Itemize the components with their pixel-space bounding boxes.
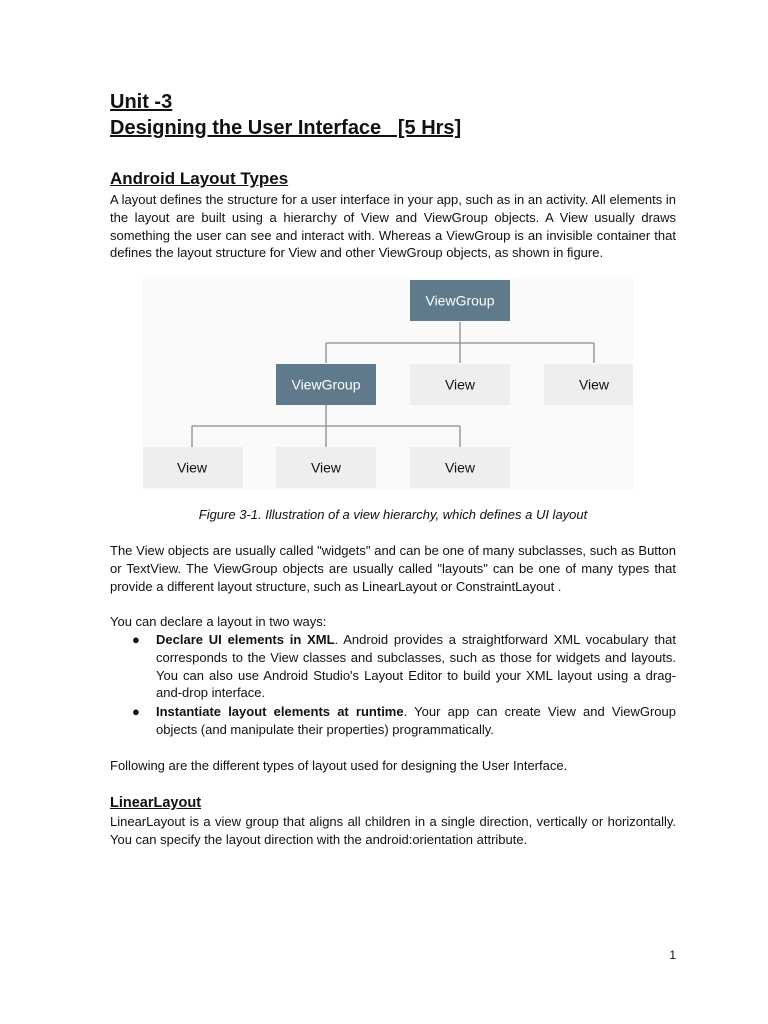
bullet-dot-icon: ● <box>132 704 140 720</box>
bullet-runtime-bold: Instantiate layout elements at runtime <box>156 704 404 720</box>
declare-bullet-list <box>110 631 676 740</box>
root-viewgroup-node <box>410 280 510 321</box>
level2-view-node-3 <box>410 447 510 488</box>
root-viewgroup-label: ViewGroup <box>425 292 495 309</box>
level1-view-node-1 <box>410 364 510 405</box>
level2-view-label-3: View <box>444 459 476 476</box>
level1-view-node-2 <box>544 364 633 405</box>
level1-viewgroup-node <box>276 364 376 405</box>
unit-heading: Unit -3 <box>110 91 173 113</box>
view-hierarchy-diagram <box>143 277 633 490</box>
level1-view-label-1: View <box>444 376 476 393</box>
intro-paragraph: A layout defines the structure for a user interface in your app, such as in an activity. All elements in the layout are built using a hierarchy of View and ViewGroup objects. A View usually draws something the user can see and interact with. Whereas a ViewGroup is an invisible container that defines the layout structure for View and other ViewGroup objects, as shown in figure. <box>110 192 676 261</box>
level2-view-node-2 <box>276 447 376 488</box>
following-line: Following are the different types of layout used for designing the User Interface. <box>110 758 568 773</box>
view-hierarchy-svg <box>143 277 633 490</box>
bullet-xml-bold: Declare UI elements in XML <box>156 632 335 647</box>
level2-view-node-1 <box>143 447 243 488</box>
section-title-layout-types: Android Layout Types <box>110 169 289 188</box>
level1-viewgroup-label: ViewGroup <box>291 376 361 393</box>
bullet-xml-text: . Android provides a straightforward XML vocabulary that corresponds to the View classes and subclasses, such as those for widgets and layouts. You can also use Android Studio's Layout Editor to build your XML layout using a drag-and-drop interface. <box>156 632 676 701</box>
bullet-dot-icon: ● <box>132 632 140 647</box>
figure-caption: Figure 3-1. Illustration of a view hierarchy, which defines a UI layout <box>198 507 588 522</box>
page-number: 1 <box>669 948 676 962</box>
linearlayout-paragraph: LinearLayout is a view group that aligns all children in a single direction, vertically or horizontally. You can specify the layout direction with the android:orientation attribute. <box>110 814 676 847</box>
level2-view-label-1: View <box>176 459 208 476</box>
level1-view-label-2: View <box>578 376 610 393</box>
section-title-linearlayout: LinearLayout <box>110 795 202 811</box>
widgets-paragraph: The View objects are usually called "widgets" and can be one of many subclasses, such as Button or TextView. The ViewGroup objects are usually called "layouts" can be one of many types that provide a different layout structure, such as LinearLayout or ConstraintLayout . <box>110 543 676 594</box>
chapter-heading: Designing the User Interface [5 Hrs] <box>110 117 462 139</box>
declare-intro: You can declare a layout in two ways: <box>110 614 327 629</box>
bullet-item-xml <box>110 631 676 702</box>
bullet-runtime-text: . Your app can create View and ViewGroup objects (and manipulate their properties) programmatically. <box>156 704 676 737</box>
bullet-item-runtime <box>110 703 676 739</box>
level2-view-label-2: View <box>310 459 342 476</box>
